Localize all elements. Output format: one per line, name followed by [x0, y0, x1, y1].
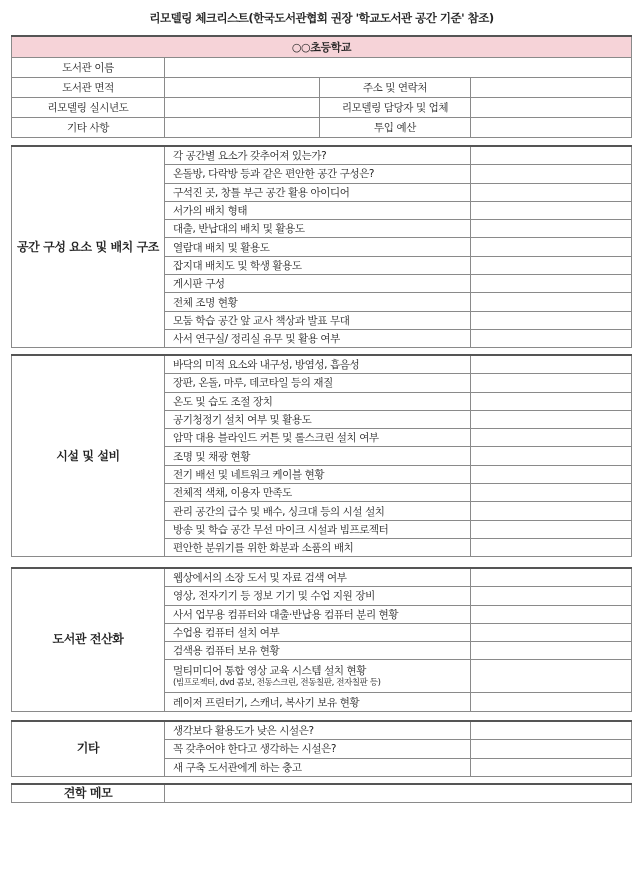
- library-area-label: 도서관 면적: [12, 78, 165, 98]
- check-cell[interactable]: [471, 220, 632, 238]
- checklist-item: 수업용 컴퓨터 설치 여부: [165, 623, 471, 641]
- check-cell[interactable]: [471, 201, 632, 219]
- check-cell[interactable]: [471, 465, 632, 483]
- address-contact-label: 주소 및 연락처: [320, 78, 471, 98]
- checklist-item-note: (빔프로젝터, dvd 콤보, 전동스크린, 전동칠판, 전자칠판 등): [173, 677, 381, 688]
- checklist-item: 레이저 프린터기, 스캐너, 복사기 보유 현황: [165, 693, 471, 711]
- check-cell[interactable]: [471, 740, 632, 758]
- checklist-item: 새 구축 도서관에게 하는 충고: [165, 758, 471, 776]
- checklist-item: 전체 조명 현황: [165, 293, 471, 311]
- checklist-item: 대출, 반납대의 배치 및 활용도: [165, 220, 471, 238]
- library-area-field[interactable]: [165, 78, 320, 98]
- memo-field[interactable]: [165, 784, 632, 803]
- computer-section: [11, 567, 632, 712]
- checklist-item-multimedia: [165, 660, 471, 693]
- budget-label: 투입 예산: [320, 118, 471, 138]
- check-cell[interactable]: [471, 311, 632, 329]
- other-notes-label: 기타 사항: [12, 118, 165, 138]
- check-cell[interactable]: [471, 329, 632, 347]
- checklist-item: 꼭 갖추어야 한다고 생각하는 시설은?: [165, 740, 471, 758]
- memo-section: [11, 783, 632, 803]
- check-cell[interactable]: [471, 538, 632, 556]
- check-cell[interactable]: [471, 183, 632, 201]
- check-cell[interactable]: [471, 392, 632, 410]
- checklist-item: 공기청정기 설치 여부 및 활용도: [165, 410, 471, 428]
- school-name: ○○초등학교: [12, 36, 632, 58]
- remodel-manager-field[interactable]: [471, 98, 632, 118]
- check-cell[interactable]: [471, 165, 632, 183]
- checklist-item: 조명 및 채광 현황: [165, 447, 471, 465]
- checklist-item: 각 공간별 요소가 갖추어져 있는가?: [165, 146, 471, 165]
- check-cell[interactable]: [471, 587, 632, 605]
- remodel-year-label: 리모델링 실시년도: [12, 98, 165, 118]
- check-cell[interactable]: [471, 660, 632, 693]
- check-cell[interactable]: [471, 275, 632, 293]
- check-cell[interactable]: [471, 721, 632, 740]
- checklist-item: 잡지대 배치도 및 학생 활용도: [165, 256, 471, 274]
- space-section: [11, 145, 632, 348]
- checklist-item: 관리 공간의 급수 및 배수, 싱크대 등의 시설 설치: [165, 502, 471, 520]
- checklist-item: 온도 및 습도 조절 장치: [165, 392, 471, 410]
- checklist-item: 장판, 온돌, 마루, 데코타일 등의 재질: [165, 374, 471, 392]
- check-cell[interactable]: [471, 429, 632, 447]
- checklist-item: 서가의 배치 형태: [165, 201, 471, 219]
- check-cell[interactable]: [471, 238, 632, 256]
- checklist-item: 웹상에서의 소장 도서 및 자료 검색 여부: [165, 568, 471, 587]
- checklist-item: 온돌방, 다락방 등과 같은 편안한 공간 구성은?: [165, 165, 471, 183]
- checklist-item: 편안한 분위기를 위한 화분과 소품의 배치: [165, 538, 471, 556]
- library-name-field[interactable]: [165, 58, 632, 78]
- check-cell[interactable]: [471, 293, 632, 311]
- remodel-manager-label: 리모델링 담당자 및 업체: [320, 98, 471, 118]
- checklist-item: 바닥의 미적 요소와 내구성, 방염성, 흡음성: [165, 355, 471, 374]
- computer-category-label: 도서관 전산화: [12, 568, 165, 711]
- check-cell[interactable]: [471, 256, 632, 274]
- checklist-item: 영상, 전자기기 등 정보 기기 및 수업 지원 장비: [165, 587, 471, 605]
- other-notes-field[interactable]: [165, 118, 320, 138]
- check-cell[interactable]: [471, 605, 632, 623]
- address-contact-field[interactable]: [471, 78, 632, 98]
- checklist-item: 사서 연구실/ 정리실 유무 및 활용 여부: [165, 329, 471, 347]
- checklist-item: 사서 업무용 컴퓨터와 대출·반납용 컴퓨터 분리 현황: [165, 605, 471, 623]
- page-title: 리모델링 체크리스트(한국도서관협회 권장 '학교도서관 공간 기준' 참조): [149, 11, 494, 25]
- checklist-item: 생각보다 활용도가 낮은 시설은?: [165, 721, 471, 740]
- checklist-item: 모둠 학습 공간 앞 교사 책상과 발표 무대: [165, 311, 471, 329]
- library-name-label: 도서관 이름: [12, 58, 165, 78]
- check-cell[interactable]: [471, 502, 632, 520]
- checklist-item: 전체적 색채, 이용자 만족도: [165, 484, 471, 502]
- checklist-item: 암막 대용 블라인드 커튼 및 롤스크린 설치 여부: [165, 429, 471, 447]
- etc-section: [11, 720, 632, 777]
- check-cell[interactable]: [471, 520, 632, 538]
- etc-category-label: 기타: [12, 721, 165, 776]
- checklist-item: 구석진 곳, 창틀 부근 공간 활용 아이디어: [165, 183, 471, 201]
- checklist-item: 검색용 컴퓨터 보유 현황: [165, 642, 471, 660]
- memo-category-label: 견학 메모: [12, 784, 165, 803]
- checklist-item: 게시판 구성: [165, 275, 471, 293]
- checklist-item: 열람대 배치 및 활용도: [165, 238, 471, 256]
- space-category-label: 공간 구성 요소 및 배치 구조: [12, 146, 165, 348]
- check-cell[interactable]: [471, 758, 632, 776]
- check-cell[interactable]: [471, 447, 632, 465]
- check-cell[interactable]: [471, 623, 632, 641]
- checklist-item: 방송 및 학습 공간 무선 마이크 시설과 빔프로젝터: [165, 520, 471, 538]
- check-cell[interactable]: [471, 484, 632, 502]
- checklist-item: 전기 배선 및 네트워크 케이블 현황: [165, 465, 471, 483]
- facility-category-label: 시설 및 설비: [12, 355, 165, 557]
- check-cell[interactable]: [471, 410, 632, 428]
- check-cell[interactable]: [471, 693, 632, 711]
- info-table: [11, 35, 632, 138]
- facility-section: [11, 354, 632, 557]
- check-cell[interactable]: [471, 374, 632, 392]
- budget-field[interactable]: [471, 118, 632, 138]
- check-cell[interactable]: [471, 642, 632, 660]
- check-cell[interactable]: [471, 568, 632, 587]
- checklist-item-text: 멀티미디어 통합 영상 교육 시스템 설치 현황: [173, 664, 366, 677]
- remodel-year-field[interactable]: [165, 98, 320, 118]
- check-cell[interactable]: [471, 146, 632, 165]
- check-cell[interactable]: [471, 355, 632, 374]
